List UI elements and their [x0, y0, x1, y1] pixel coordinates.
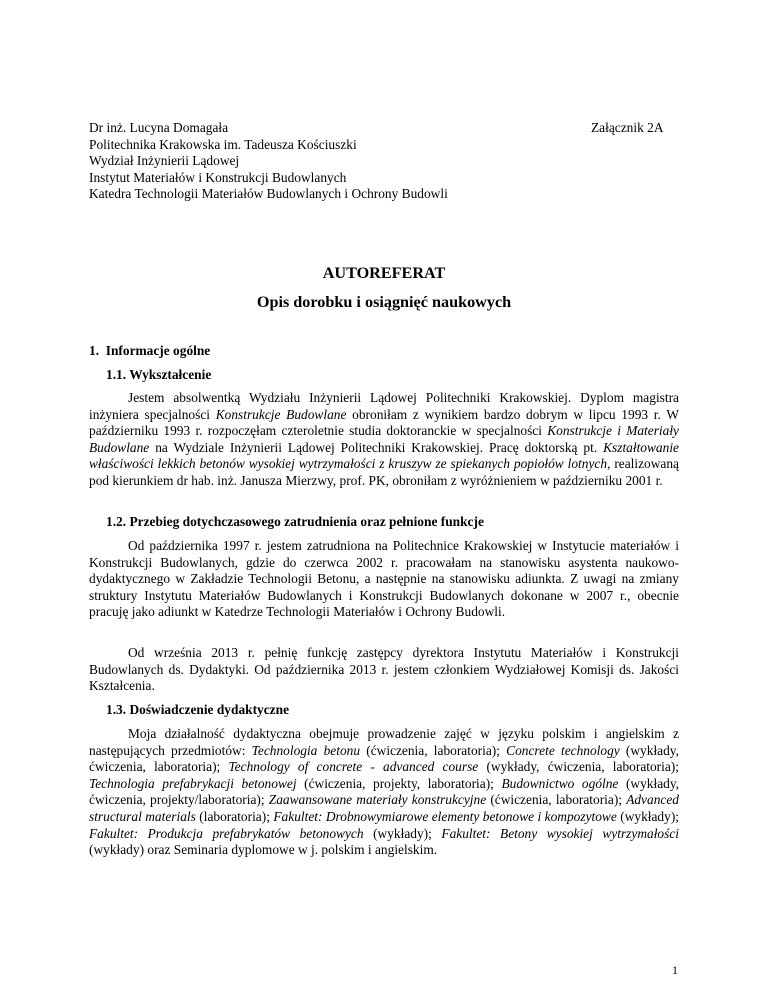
- subsection-1-3-heading: [106, 702, 289, 719]
- subsection-1-1-number: 1.1.: [106, 367, 127, 382]
- page-number: 1: [672, 963, 678, 977]
- institute-name: Instytut Materiałów i Konstrukcji Budowlanych: [89, 169, 347, 185]
- paragraph-employment: Od października 1997 r. jestem zatrudniona na Politechnice Krakowskiej w Instytucie materiałów i Konstrukcji Budowlanych, gdzie do czerwca 2002 r. pracowałam na stanowisku asystenta naukowo-dydaktycznego w Zakładzie Technologii Betonu, a następnie na stanowisku adiunkta. Z uwagi na zmiany struktury Instytutu Materiałów Budowlanych i Konstrukcji Budowlanych dokonane w 2007 r., obecnie pracuję jako adiunkt w Katedrze Technologii Materiałów i Ochrony Budowli.: [89, 538, 679, 620]
- section-1-title: Informacje ogólne: [105, 343, 211, 358]
- paragraph-functions: Od września 2013 r. pełnię funkcję zastępcy dyrektora Instytutu Materiałów i Konstrukcji Budowlanych ds. Dydaktyki. Od października 2013 r. jestem członkiem Wydziałowej Komisji ds. Jakości Kształcenia.: [89, 645, 679, 694]
- subsection-1-3-title: Doświadczenie dydaktyczne: [129, 702, 290, 717]
- paragraph-teaching: Moja działalność dydaktyczna obejmuje prowadzenie zajęć w języku polskim i angielskim z następujących przedmiotów: Technologia betonu (ćwiczenia, laboratoria); Concrete technology (wykłady, ćwiczenia, laboratoria); Technology of concrete - advanced course (wykłady, ćwiczenia, laboratoria); Technologia prefabrykacji betonowej (ćwiczenia, projekty, laboratoria); Budownictwo ogólne (wykłady, ćwiczenia, projekty/laboratoria); Zaawansowane materiały konstrukcyjne (ćwiczenia, laboratoria); Advanced structural materials (laboratoria); Fakultet: Drobnowymiarowe elementy betonowe i kompozytowe (wykłady); Fakultet: Produkcja prefabrykatów betonowych (wykłady); Fakultet: Betony wysokiej wytrzymałości (wykłady) oraz Seminaria dyplomowe w j. polskim i angielskim.: [89, 726, 680, 858]
- faculty-name: Wydział Inżynierii Lądowej: [89, 153, 240, 169]
- subsection-1-2-number: 1.2.: [106, 514, 127, 529]
- document-title: AUTOREFERAT: [322, 264, 446, 282]
- author-name: Dr inż. Lucyna Domagała: [89, 120, 229, 135]
- department-name: Katedra Technologii Materiałów Budowlanych i Ochrony Budowli: [89, 186, 448, 202]
- section-1-heading: [89, 343, 210, 360]
- subsection-1-1-title: Wykształcenie: [129, 367, 212, 382]
- document-subtitle: Opis dorobku i osiągnięć naukowych: [256, 293, 512, 311]
- paragraph-education: Jestem absolwentką Wydziału Inżynierii Lądowej Politechniki Krakowskiej. Dyplom magistra inżyniera specjalności Konstrukcje Budowlane obroniłam z wynikiem bardzo dobrym w lipcu 1993 r. W październiku 1993 r. rozpoczęłam czteroletnie studia doktoranckie w specjalności Konstrukcje i Materiały Budowlane na Wydziale Inżynierii Lądowej Politechniki Krakowskiej. Pracę doktorską pt. Kształtowanie właściwości lekkich betonów wysokiej wytrzymałości z kruszyw ze spiekanych popiołów lotnych, realizowaną pod kierunkiem dr hab. inż. Janusza Mierzwy, prof. PK, obroniłam z wyróżnieniem w październiku 2001 r.: [89, 390, 680, 488]
- university-name: Politechnika Krakowska im. Tadeusza Kościuszki: [89, 136, 357, 152]
- subsection-1-1-heading: [106, 367, 211, 384]
- subsection-1-2-title: Przebieg dotychczasowego zatrudnienia oraz pełnione funkcje: [129, 514, 484, 529]
- subsection-1-3-number: 1.3.: [106, 702, 127, 717]
- section-1-number: 1.: [89, 343, 100, 358]
- subsection-1-2-heading: [106, 514, 484, 531]
- annex-label: Załącznik 2A: [591, 120, 664, 135]
